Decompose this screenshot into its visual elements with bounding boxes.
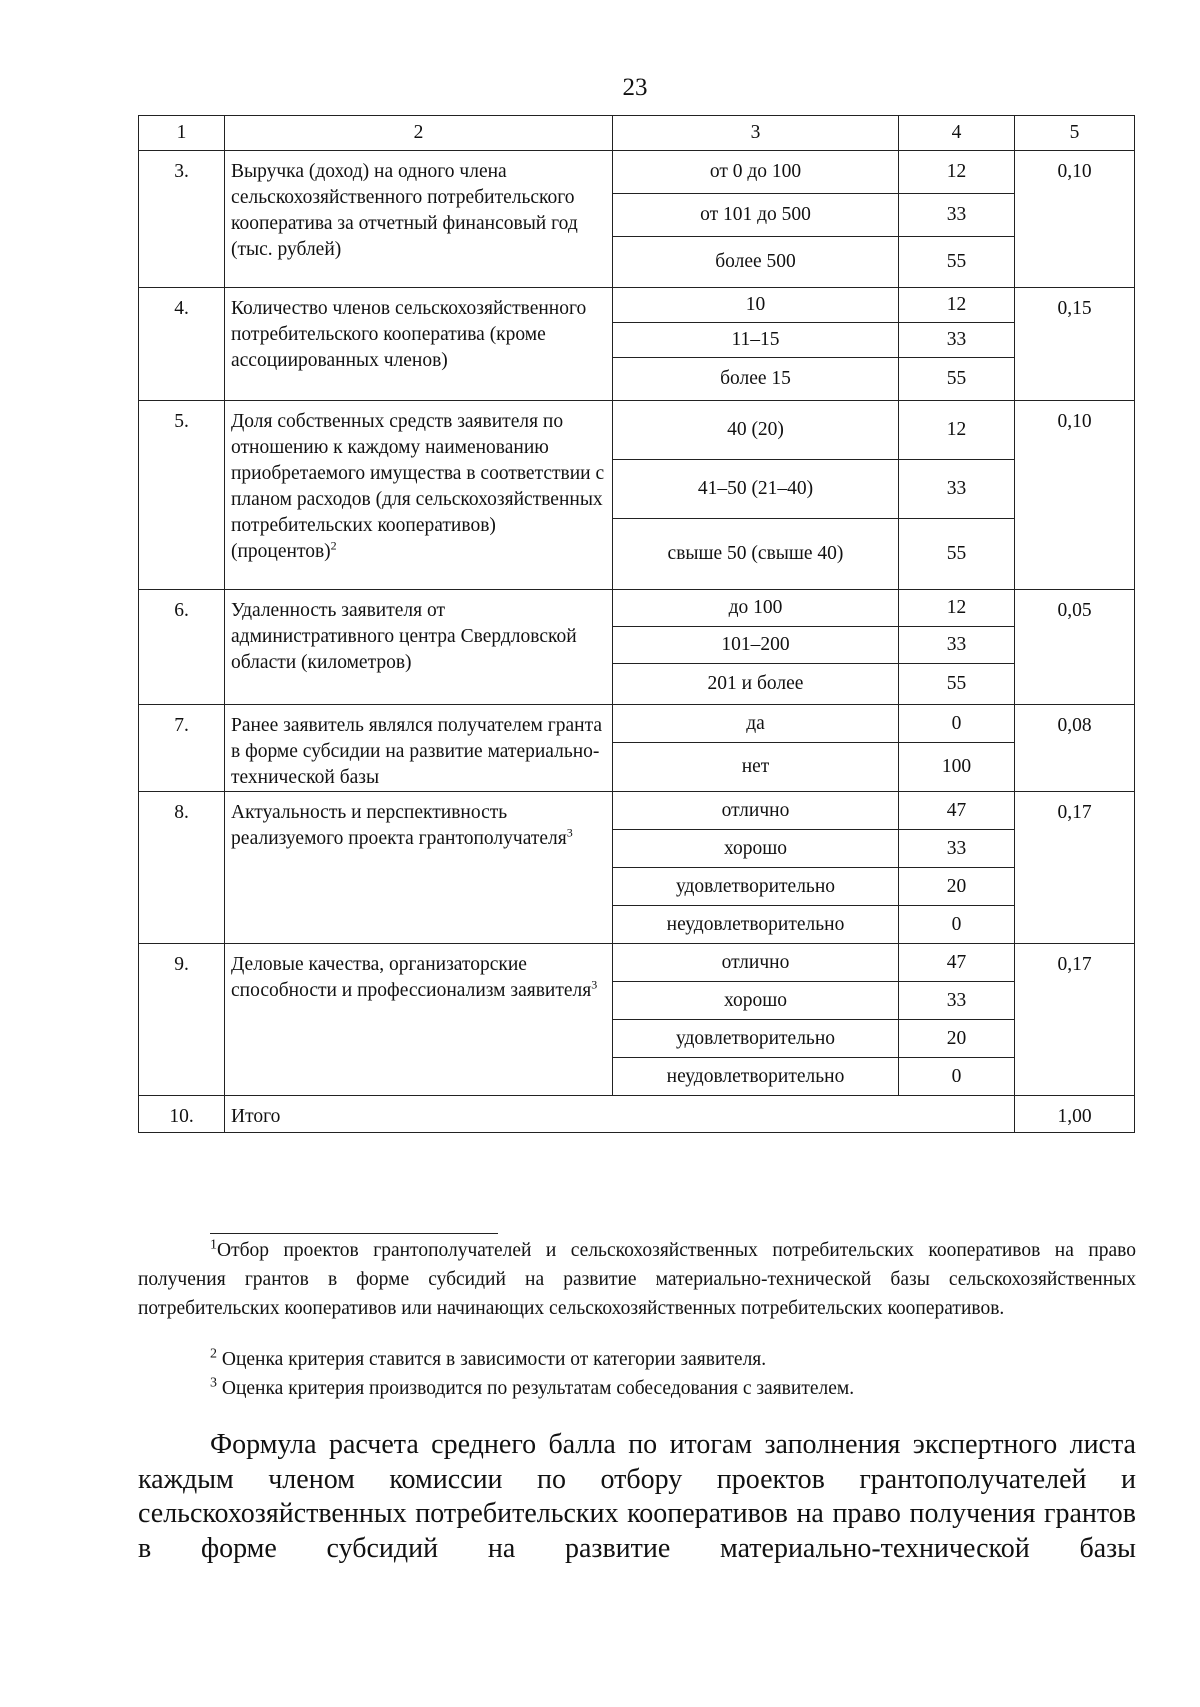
- option-label: 201 и более: [613, 664, 899, 705]
- option-points: 20: [899, 868, 1015, 906]
- option-points: 47: [899, 792, 1015, 830]
- option-label: 101–200: [613, 627, 899, 664]
- option-points: 12: [899, 151, 1015, 194]
- footnote-3: [210, 1374, 854, 1403]
- column-header: 4: [899, 116, 1015, 151]
- footnote-text: Отбор проектов грантополучателей и сельскохозяйственных потребительских кооперативов на право получения грантов в форме субсидий на развитие материально-технической базы сельскохозяйственных потребительских кооперативов или начинающих сельскохозяйственных потребительских кооперативов.: [138, 1240, 1136, 1319]
- criterion-name: [225, 944, 613, 1096]
- footnote-text: Оценка критерия ставится в зависимости от категории заявителя.: [221, 1349, 767, 1370]
- criterion-number: 5.: [139, 401, 225, 590]
- criterion-name-text: Ранее заявитель являлся получателем гранта в форме субсидии на развитие материально-технической базы: [231, 715, 603, 788]
- option-label: неудовлетворительно: [613, 1058, 899, 1096]
- footnote-ref: 3: [566, 825, 573, 840]
- criterion-weight: 0,08: [1015, 705, 1135, 792]
- criterion-name: [225, 792, 613, 944]
- option-points: 33: [899, 982, 1015, 1020]
- criterion-weight: 0,05: [1015, 590, 1135, 705]
- option-label: свыше 50 (свыше 40): [613, 519, 899, 590]
- footnote-ref: 2: [330, 538, 337, 553]
- option-label: 10: [613, 288, 899, 323]
- column-header: 3: [613, 116, 899, 151]
- option-label: отлично: [613, 944, 899, 982]
- criterion-number: 4.: [139, 288, 225, 401]
- option-points: 55: [899, 358, 1015, 401]
- criterion-weight: 0,15: [1015, 288, 1135, 401]
- footnote-mark: 3: [210, 1375, 217, 1391]
- option-points: 100: [899, 743, 1015, 792]
- criterion-name-text: Удаленность заявителя от административного центра Свердловской области (километров): [231, 600, 577, 673]
- criterion-name: [225, 705, 613, 792]
- criterion-number: 8.: [139, 792, 225, 944]
- option-points: 0: [899, 705, 1015, 743]
- option-label: удовлетворительно: [613, 1020, 899, 1058]
- option-label: более 15: [613, 358, 899, 401]
- option-points: 47: [899, 944, 1015, 982]
- total-label: Итого: [225, 1096, 1015, 1133]
- footnote-mark: 2: [210, 1346, 217, 1362]
- option-label: более 500: [613, 237, 899, 288]
- column-header: 2: [225, 116, 613, 151]
- option-points: 33: [899, 830, 1015, 868]
- option-label: от 0 до 100: [613, 151, 899, 194]
- option-label: 11–15: [613, 323, 899, 358]
- footnote-2: [210, 1345, 766, 1374]
- criterion-row: [139, 151, 1135, 194]
- footnote-text: Оценка критерия производится по результатам собеседования с заявителем.: [221, 1378, 855, 1399]
- option-points: 0: [899, 1058, 1015, 1096]
- criterion-name: [225, 151, 613, 288]
- formula-paragraph: Формула расчета среднего балла по итогам заполнения экспертного листа каждым членом комиссии по отбору проектов грантополучателей и сельскохозяйственных потребительских кооперативов на право получения грантов в форме субсидий на развитие материально-технической базы: [138, 1429, 1136, 1564]
- footnote-mark: 1: [210, 1237, 217, 1253]
- total-row: [139, 1096, 1135, 1133]
- option-label: от 101 до 500: [613, 194, 899, 237]
- criterion-row: [139, 401, 1135, 460]
- criterion-weight: 0,17: [1015, 944, 1135, 1096]
- page-number: 23: [622, 74, 648, 101]
- criterion-number: 7.: [139, 705, 225, 792]
- option-points: 12: [899, 401, 1015, 460]
- criterion-row: [139, 944, 1135, 982]
- footnote-separator: [210, 1233, 498, 1234]
- criterion-weight: 0,17: [1015, 792, 1135, 944]
- criterion-row: [139, 590, 1135, 627]
- criterion-weight: 0,10: [1015, 401, 1135, 590]
- criterion-name-text: Актуальность и перспективность реализуемого проекта грантополучателя: [231, 802, 567, 849]
- header-row: [139, 116, 1135, 151]
- criterion-name: [225, 590, 613, 705]
- criterion-number: 6.: [139, 590, 225, 705]
- option-points: 12: [899, 288, 1015, 323]
- criterion-name-text: Доля собственных средств заявителя по отношению к каждому наименованию приобретаемого имущества в соответствии с планом расходов (для сельскохозяйственных потребительских кооперативов) (процентов): [231, 411, 605, 562]
- criterion-name: [225, 288, 613, 401]
- option-label: 40 (20): [613, 401, 899, 460]
- criterion-name-text: Деловые качества, организаторские способности и профессионализм заявителя: [231, 954, 592, 1001]
- criterion-row: [139, 792, 1135, 830]
- column-header: 1: [139, 116, 225, 151]
- option-label: 41–50 (21–40): [613, 460, 899, 519]
- criterion-row: [139, 705, 1135, 743]
- footnote-1: [138, 1236, 1136, 1323]
- option-label: до 100: [613, 590, 899, 627]
- option-label: отлично: [613, 792, 899, 830]
- option-label: хорошо: [613, 830, 899, 868]
- option-label: да: [613, 705, 899, 743]
- option-points: 33: [899, 194, 1015, 237]
- criterion-row: [139, 288, 1135, 323]
- option-label: удовлетворительно: [613, 868, 899, 906]
- criterion-name-text: Выручка (доход) на одного члена сельскохозяйственного потребительского кооператива за отчетный финансовый год (тыс. рублей): [231, 161, 578, 260]
- option-label: хорошо: [613, 982, 899, 1020]
- criterion-name-text: Количество членов сельскохозяйственного потребительского кооператива (кроме ассоциированных членов): [231, 298, 587, 371]
- option-points: 0: [899, 906, 1015, 944]
- option-points: 33: [899, 323, 1015, 358]
- criterion-weight: 0,10: [1015, 151, 1135, 288]
- footnote-ref: 3: [591, 977, 598, 992]
- criteria-table: [138, 115, 1135, 1133]
- criterion-name: [225, 401, 613, 590]
- option-points: 55: [899, 237, 1015, 288]
- option-points: 33: [899, 627, 1015, 664]
- option-points: 55: [899, 519, 1015, 590]
- total-weight: 1,00: [1015, 1096, 1135, 1133]
- option-label: нет: [613, 743, 899, 792]
- criterion-number: 9.: [139, 944, 225, 1096]
- option-points: 12: [899, 590, 1015, 627]
- option-points: 33: [899, 460, 1015, 519]
- option-label: неудовлетворительно: [613, 906, 899, 944]
- criterion-number: 3.: [139, 151, 225, 288]
- column-header: 5: [1015, 116, 1135, 151]
- total-number: 10.: [139, 1096, 225, 1133]
- option-points: 20: [899, 1020, 1015, 1058]
- option-points: 55: [899, 664, 1015, 705]
